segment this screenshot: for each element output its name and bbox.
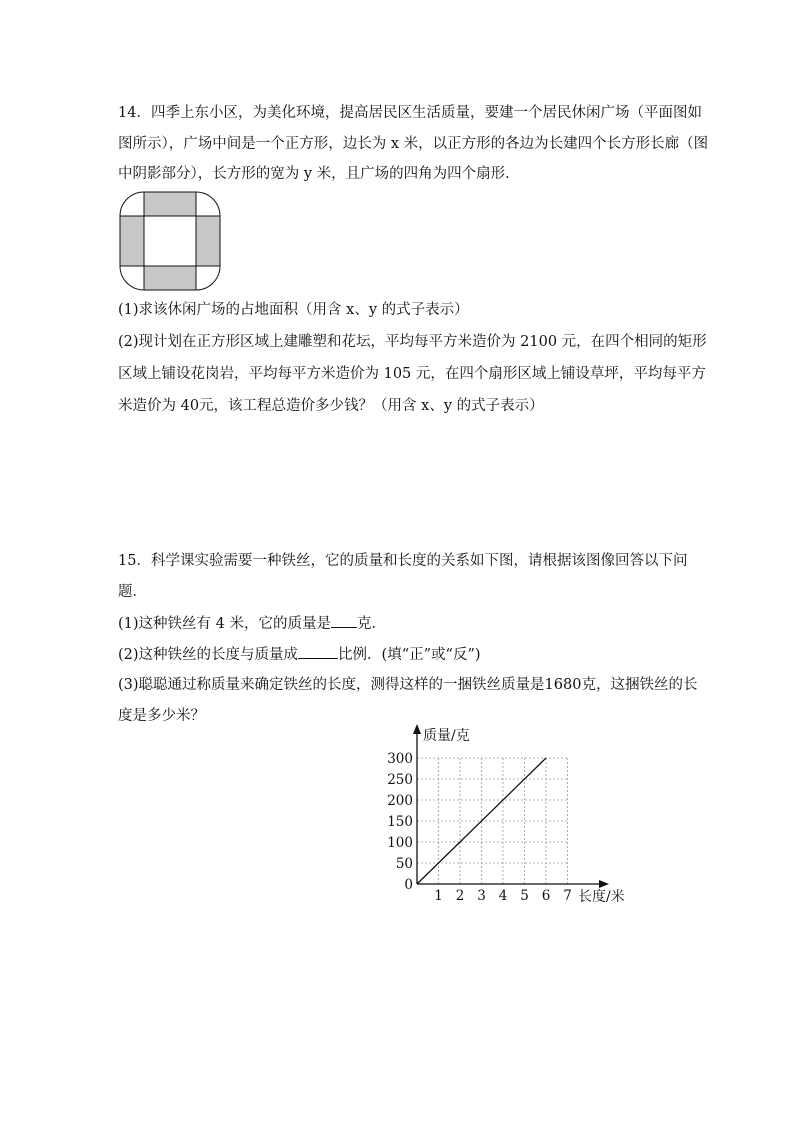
y-axis-arrow	[413, 724, 421, 734]
q15-part-3-line-1: (3)聪聪通过称质量来确定铁丝的长度，测得这样的一捆铁丝质量是1680克，这捆铁丝的长	[118, 677, 698, 693]
x-axis-label: 长度/米	[578, 889, 625, 905]
x-tick-labels	[434, 888, 572, 904]
q14-stem-line-3: 中阴影部分），长方形的宽为 y 米，且广场的四角为四个扇形．	[118, 166, 520, 182]
q14-stem-line-2: 图所示），广场中间是一个正方形，边长为 x 米，以正方形的各边为长建四个长方形长廊（图	[118, 136, 709, 152]
q14-part-2-line-2: 区域上铺设花岗岩，平均每平方米造价为 105 元，在四个扇形区域上铺设草坪，平均每平方	[118, 366, 706, 382]
q15-part-2-hint: 比例．(填“正”或“反”)	[338, 647, 481, 663]
y-tick-label: 200	[387, 793, 413, 809]
x-axis-arrow	[599, 880, 609, 888]
x-tick-label: 4	[498, 888, 508, 904]
answer-blank-proportion[interactable]	[298, 644, 338, 659]
q15-stem-line-2: 题．	[118, 584, 147, 600]
q14-stem-line-1: 14．四季上东小区，为美化环境，提高居民区生活质量，要建一个居民休闲广场（平面图如	[118, 105, 702, 121]
chart-axes	[413, 724, 609, 888]
y-tick-label: 100	[387, 835, 413, 851]
x-tick-label: 2	[455, 888, 465, 904]
center-square	[144, 216, 196, 266]
answer-blank-mass[interactable]	[331, 613, 357, 628]
q15-part-1-text: (1)这种铁丝有 4 米，它的质量是	[118, 616, 331, 632]
x-tick-label: 6	[541, 888, 551, 904]
y-tick-label: 0	[404, 877, 413, 893]
sector-bottom-left	[120, 266, 144, 290]
x-tick-label: 1	[434, 888, 443, 904]
y-tick-labels	[387, 751, 413, 893]
x-tick-label: 3	[477, 888, 486, 904]
sector-bottom-right	[196, 266, 220, 290]
plaza-diagram	[118, 190, 222, 292]
x-tick-label: 5	[520, 888, 529, 904]
y-tick-label: 150	[387, 814, 413, 830]
q14-part-2-line-3: 米造价为 40元，该工程总造价多少钱？（用含 x、y 的式子表示）	[118, 398, 544, 414]
q15-part-1-unit: 克．	[356, 616, 386, 632]
mass-length-chart	[380, 722, 640, 910]
x-tick-label: 7	[563, 888, 572, 904]
corridor-bottom	[144, 266, 196, 290]
corridor-top	[144, 192, 196, 216]
y-tick-label: 250	[387, 772, 413, 788]
q15-part-3-line-2: 度是多少米？	[118, 708, 205, 724]
corridor-left	[120, 216, 144, 266]
q15-part-2-text: (2)这种铁丝的长度与质量成	[118, 647, 299, 663]
y-axis-label: 质量/克	[423, 728, 470, 744]
y-tick-label: 50	[395, 856, 413, 872]
q15-part-1	[118, 613, 386, 634]
chart-grid	[417, 758, 568, 884]
q14-part-2-line-1: (2)现计划在正方形区域上建雕塑和花坛，平均每平方米造价为 2100 元，在四个相同的矩形	[118, 334, 707, 350]
sector-top-right	[196, 192, 220, 216]
corridor-right	[196, 216, 220, 266]
q15-stem-line-1: 15．科学课实验需要一种铁丝，它的质量和长度的关系如下图，请根据该图像回答以下问	[118, 553, 688, 569]
q14-part-1: (1)求该休闲广场的占地面积（用含 x、y 的式子表示）	[118, 302, 469, 318]
q15-part-2	[118, 644, 481, 665]
y-tick-label: 300	[387, 751, 413, 767]
sector-top-left	[120, 192, 144, 216]
